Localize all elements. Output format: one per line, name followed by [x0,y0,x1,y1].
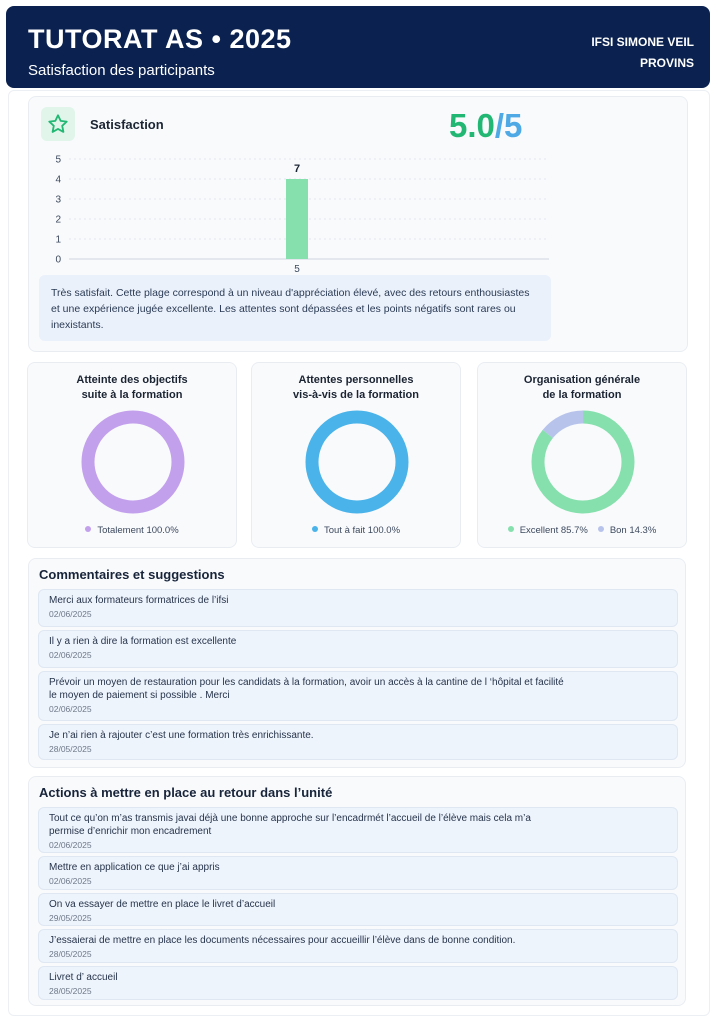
action-text: On va essayer de mettre en place le livret d’accueil [49,899,276,910]
action-date: 02/06/2025 [49,876,92,886]
bar-data-label: 7 [293,163,301,175]
comment-date: 02/06/2025 [49,609,92,619]
organization-name: IFSI SIMONE VEIL [591,35,694,49]
comment-text: Merci aux formateurs formatrices de l’ifsi [49,595,229,606]
expectations-title-line2: vis-à-vis de la formation [293,389,419,401]
action-date: 02/06/2025 [49,840,92,850]
comment-text: Prévoir un moyen de restauration pour les candidats à la formation, avoir un accès à la cantine de l ‘hôpital et facilité le moyen de paiement si possible . Merci [49,677,564,701]
report-subtitle: Satisfaction des participants [28,62,215,79]
objectives-title-line2: suite à la formation [81,389,183,401]
action-item [38,929,678,963]
comment-text: Il y a rien à dire la formation est excellente [49,636,237,647]
expectations-title [252,373,460,403]
legend-dot [85,526,91,532]
comment-item [38,724,678,760]
actions-section [28,776,686,1006]
legend-dot [312,526,318,532]
expectations-donut-chart [300,409,414,515]
actions-title: Actions à mettre en place au retour dans l’unité [39,785,333,800]
comment-date: 28/05/2025 [49,744,92,754]
action-text: J’essaierai de mettre en place les documents nécessaires pour accueillir l’élève dans de bonne condition. [49,935,516,946]
legend-item [312,525,400,536]
expectations-legend [252,525,460,536]
organization [591,32,694,74]
comment-text: Je n’ai rien à rajouter c’est une formation très enrichissante. [49,730,314,741]
legend-dot [508,526,514,532]
report-header [6,6,710,88]
legend-item [598,525,656,536]
action-item [38,966,678,1000]
x-tick-label: 5 [294,264,300,275]
score-max: /5 [494,107,523,144]
legend-label: Totalement 100.0% [97,525,179,536]
legend-dot [598,526,604,532]
action-text: Mettre en application ce que j’ai appris [49,862,220,873]
action-item [38,893,678,926]
action-date: 28/05/2025 [49,986,92,996]
comment-date: 02/06/2025 [49,650,92,660]
legend-label: Bon 14.3% [609,525,657,536]
action-item [38,856,678,890]
comment-date: 02/06/2025 [49,704,92,714]
legend-item [508,525,588,536]
bar [286,179,308,259]
objectives-title-line1: Atteinte des objectifs [76,374,188,386]
comments-title: Commentaires et suggestions [39,567,225,582]
satisfaction-bar-chart [41,149,553,275]
comment-item [38,671,678,721]
y-tick-label: 4 [55,174,61,186]
expectations-title-line1: Attentes personnelles [298,374,414,386]
satisfaction-note: Très satisfait. Cette plage correspond à un niveau d'appréciation élevé, avec des retours enthousiastes et une expérience jugée excellente. Les attentes sont dépassées et les points négatifs sont rares ou inexistants. [39,275,551,341]
score-value: 5.0 [449,107,495,144]
y-tick-label: 1 [55,234,61,246]
objectives-card [27,362,237,548]
y-tick-label: 0 [55,254,61,266]
action-date: 29/05/2025 [49,913,92,923]
action-date: 28/05/2025 [49,949,92,959]
organization-legend [478,525,686,536]
y-tick-label: 3 [55,194,61,206]
organization-title-line2: de la formation [542,389,622,401]
donut-slice-totalement [88,417,178,507]
objectives-title [28,373,236,403]
action-text: Tout ce qu’on m’as transmis javai déjà une bonne approche sur l’encadrmét l’accueil de l’élève mais cela m’a permise d’enrichir mon encadrement [49,813,531,837]
comments-section [28,558,686,768]
objectives-legend [28,525,236,536]
star-icon-glyph [47,113,69,135]
satisfaction-title: Satisfaction [90,117,164,132]
comment-item [38,589,678,627]
expectations-card [251,362,461,548]
organization-city: PROVINS [639,56,694,70]
organization-card [477,362,687,548]
organization-chart-title [478,373,686,403]
legend-item [85,525,178,536]
star-icon [41,107,75,141]
organization-title-line1: Organisation générale [523,374,641,386]
satisfaction-card [28,96,688,352]
y-tick-label: 2 [55,214,61,226]
donut-slice-tout-fait [312,417,402,507]
legend-label: Tout à fait 100.0% [323,525,401,536]
action-text: Livret d’ accueil [49,972,118,983]
comment-item [38,630,678,668]
satisfaction-score [449,107,522,145]
organization-donut-chart [526,409,640,515]
action-item [38,807,678,853]
report-title: TUTORAT AS • 2025 [28,24,292,54]
objectives-donut-chart [76,409,190,515]
legend-label: Excellent 85.7% [519,525,588,536]
y-tick-label: 5 [55,154,61,166]
donut-slice-bon [548,417,583,434]
